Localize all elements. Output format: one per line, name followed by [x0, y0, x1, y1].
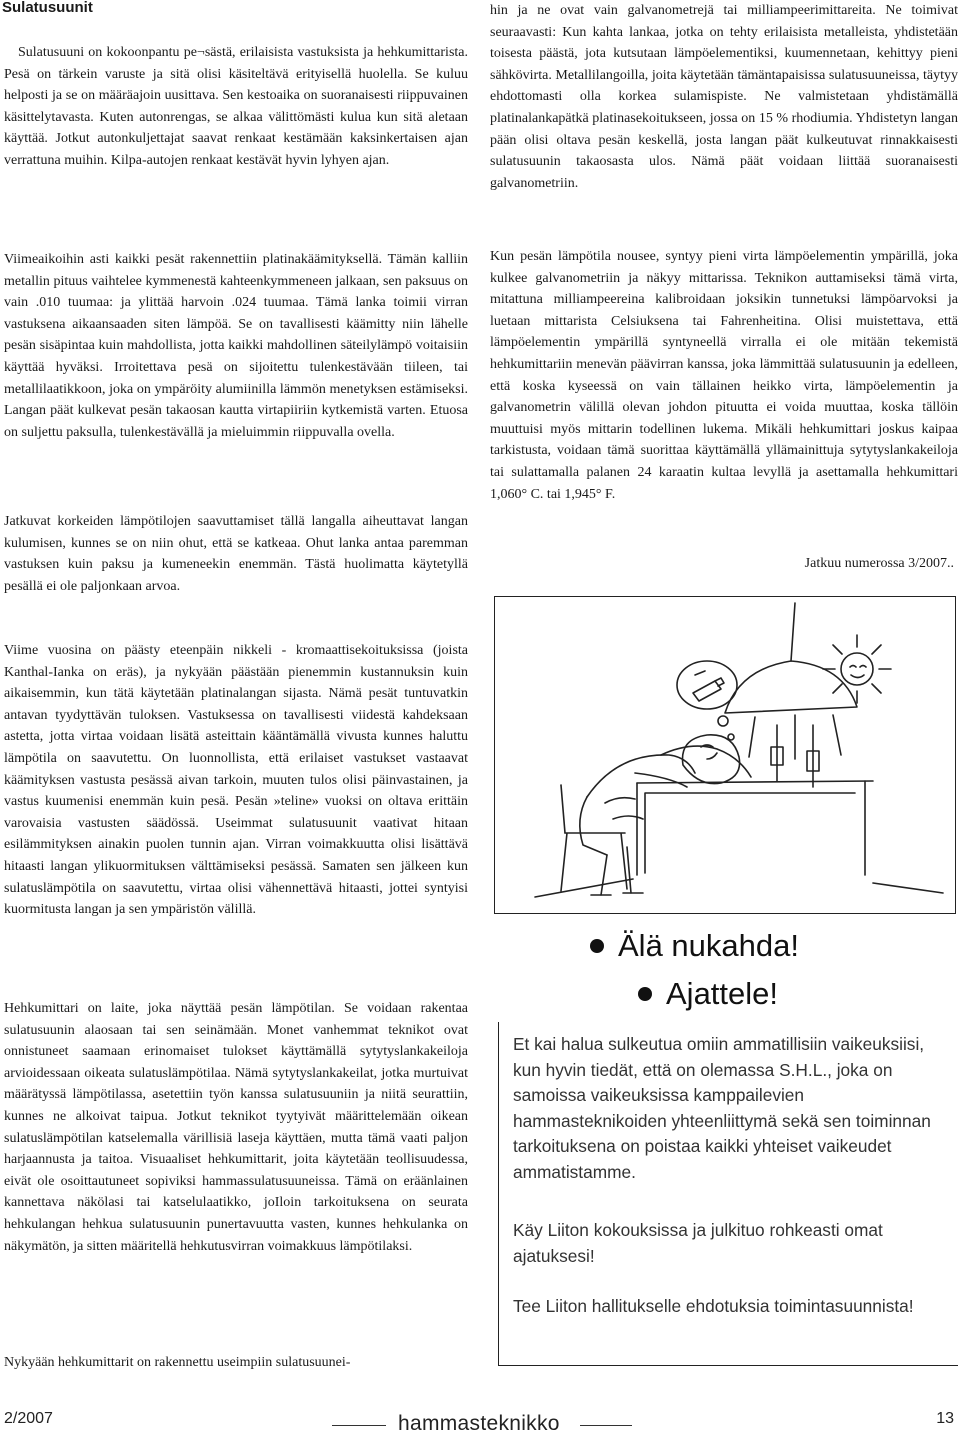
sun-icon [823, 635, 891, 703]
callout-paragraph: Tee Liiton hallitukselle ehdotuksia toimintasuunnista! [513, 1296, 914, 1316]
cartoon-drawing [495, 597, 955, 913]
slogan-text: Ajattele! [666, 976, 779, 1011]
footer-rule [332, 1425, 386, 1426]
thought-bubble [677, 661, 737, 740]
paragraph: hin ja ne ovat vain galvanometrejä tai milliampeerimittareita. Ne toimivat seuraavasti: Kun kahta lankaa, jotka on tehty erilaisista metalleista, yhdistetään toisesta päästä, jota kutsutaan lämpöelementiksi, kuumennetaan, kehittyy pieni sähkövirta. Metallilangoilla, joita käytetään tämäntapaisissa sulatusuuneissa, täytyy ehdottomasti olla korkea sulamispiste. Ne valmistetaan yhdistämällä platinalankapätkä platinasekoitukseen, jossa on 15 % rhodiumia. Yhdistetyn langan pään olisi oltava pesän keskellä, josta langan päät kulkeutuvat rinnakkaisesti sulatusuunin takaosasta ulos. Nämä päät voidaan liittää suoranaisesti galvanometriin. [490, 3, 958, 191]
sleeping-technician-icon [580, 735, 751, 895]
paragraph: Jatkuvat korkeiden lämpötilojen saavuttamiset tällä langalla aiheuttavat langan kulumisen, kunnes se on niin ohut, että se katkeaa. Ohut lanka antaa paremman vastuksen kuin paksu ja kumeneekin enemmän. Tästä huolimatta käytetyllä pesällä ei ole paljonkaan arvoa. [4, 514, 468, 594]
bullet-icon [638, 987, 652, 1001]
issue-number: 2/2007 [4, 1410, 53, 1427]
slogan-text: Älä nukahda! [618, 928, 799, 963]
slogan-item [590, 928, 799, 964]
paragraph: Kun pesän lämpötila nousee, syntyy pieni virta lämpöelementin ympärillä, joka kulkee galvanometriin ja näkyy mittarissa. Teknikon auttamiseksi tämä virta, mitattuna milliampeereina kalibroidaan joksikin tunnetuksi lämpöarvoksi ja luetaan mittarista Celsiuksena tai Fahrenheitina. Olisi muistettava, että lämpöelementin ympärillä syntyneellä virralla ei ole mitään tekemistä hehkumittariin menevän päävirran kanssa, joka lämmittää sulatusuunin ja edelleen, että koska kyseessä on vain tällainen heikko virta, lämpöelementin ja galvanometrin välillä olevan johdon pituutta ei voida muuttaa, koska tällöin muuttuisi myös mittarin todellinen lukema. Mikäli hehkumittari joskus kaipaa tarkistusta, voidaan tämä suorittaa käyttämällä yllämainittuja sytytyslankakeiloja tai sulattamalla palanen 24 karaatin kultaa levyllä ja asettamalla hehkumittari 1,060° C. tai 1,945° F. [490, 249, 958, 502]
lamp-icon [725, 603, 857, 787]
paragraph: Hehkumittari on laite, joka näyttää pesän lämpötilan. Se voidaan rakentaa sulatusuunin alaosaan tai sen seinämään. Monet vanhemmat teknikot ovat onnistuneet saamaan erinomaiset tulokset käyttämällä sytytyslankakeiloja arvioidessaan oikeata sulatuslämpötilaa. Nämä sytytyslankakeilat, jotka murtuivat määrätyssä lämpötilassa, asetettiin työn kanssa sulatusuuniin ja niitä seurattiin, kunnes ne alkoivat taipua. Jotkut teknikot tyytyivät määrittelemään oikean sulatuslämpötilan katselemalla värillisiä laseja käyttäen, mutta tämä vaati paljon harjaannusta ja taitoa. Visuaaliset hehkumittarit, joita käytetään teollisuudessa, eivät ole osoittautuneet sopiviksi hammassulatusuuneissa. Tämä on eräänlainen kannettava näkölasi tai katselulaatikko, joIloin tarkoituksena on seurata hehkulangan hehkua sulatusuunin punertavuutta vasten, kunnes hehkulanka on näkymätön, ja sitten määritellä hehkutusvirran voimakkuus lämpötilaksi. [4, 1001, 468, 1254]
page-footer [0, 1404, 960, 1435]
bullet-icon [590, 939, 604, 953]
cartoon-illustration [494, 596, 956, 914]
footer-rule [580, 1425, 632, 1426]
slogan-item [638, 976, 778, 1012]
page-number: 13 [936, 1410, 954, 1427]
bottle-icon [693, 671, 724, 701]
continued-note: Jatkuu numerossa 3/2007.. [804, 556, 954, 571]
liitto-callout [490, 924, 958, 1368]
callout-paragraph: Et kai halua sulkeutua omiin ammatillisiin vaikeuksiisi, kun hyvin tiedät, että on olemassa S.H.L., joka on samoissa vaikeuksissa kamppailevien hammasteknikoiden yhteenliittymä sekä sen toiminnan tarkoituksena on poistaa kaikki yhteiset vaikeudet ammatistamme. [513, 1034, 931, 1182]
section-title: Sulatusuunit [2, 0, 93, 16]
magazine-name: hammasteknikko [398, 1412, 560, 1435]
desk [535, 781, 943, 897]
callout-box [498, 1022, 958, 1366]
chair [561, 785, 627, 891]
paragraph: Viime vuosina on päästy eteenpäin nikkeli - kromaattisekoituksissa (joista Kanthal-Ianka on eräs), ja nykyään päästään pienemmin kustannuksin kuin aikaisemmin, kun tätä käytetään platinalangan sijasta. Nämä pesät tuntuvatkin antavan tyydyttävän tuloksen. Vastuksessa on tavallisesti viidestä kahdeksaan astetta, jotta virtaa voidaan lisätä asteittain kääntämällä vivusta kunnes haluttu lämpötila on saavutettu. On luonnollista, että erilaiset vastukset vastaavat käämityksen vastusta pesässä aivan tarkoin, muuten tulos olisi päinvastainen, ja vastus kuumenisi enemmän kuin pesä. Pesän »teline» vuoksi on oltava erittäin varovaisia vastusten säädössä. Useimmat sulatusuunit vaativat hitaan esilämmityksen ainakin puolen tunnin ajan. Virran voimakkuutta olisi lisättävä hitaasti langan ylikuormituksen välttämiseksi pesässä. Samaten sen jälkeen kun sulatuslämpötila on saavutettu, virtaa olisi vähennettävä hitaasti, jottei syntyisi kuormitusta langan ja sen ympäristön välillä. [4, 643, 468, 918]
callout-paragraph: Käy Liiton kokouksissa ja julkituo rohkeasti omat ajatuksesi! [513, 1220, 883, 1266]
paragraph: Sulatusuuni on kokoonpantu pe¬sästä, erilaisista vastuksista ja hehkumittarista. Pesä on tärkein varuste ja sitä olisi käsiteltävä erityisellä huolella. Se kuluu helposti ja se on määräajoin uusittava. Sen kestoaika on suoranaisesti riippuvainen käsittelytavasta. Kuten autonrengas, se alkaa välittömästi kulua kun sitä aletaan käyttää. Jotkut autonkuljettajat saavat renkaat kestämään kaksinkertaisen ajan verrattuna muihin. Kilpa-autojen renkaat kestävät hyvin lyhyen ajan. [4, 45, 468, 168]
paragraph: Viimeaikoihin asti kaikki pesät rakennettiin platinakäämityksellä. Tämän kalliin metallin pituus vaihtelee kymmenestä kahteenkymmeneen jalkaan, sen paksuus on vain .010 tuumaa: ja ylittää harvoin .024 tuumaa. Tämä lanka toimii virran vastuksena aikaansaaden siten lämpöä. Se on tavallisesti käämitty niin lähelle pesän sisäpintaa kuin mahdollista, jotta kaikki mahdollinen säteilylämpö voitaisiin käyttää hyväksi. Irroitettava pesä on sijoitettu tulenkestävään tiileen, tai metallilaatikkoon, joka on ympäröity alumiinilla lämmön menetyksen estämiseksi. Langan päät kulkevat pesän takaosan kautta virtapiiriin kytkemistä varten. Etuosa on suljettu paksulla, tulenkestävällä ja mieluimmin riippuvalla ovella. [4, 252, 468, 440]
paragraph: Nykyään hehkumittarit on rakennettu useimpiin sulatusuunei- [4, 1355, 351, 1370]
